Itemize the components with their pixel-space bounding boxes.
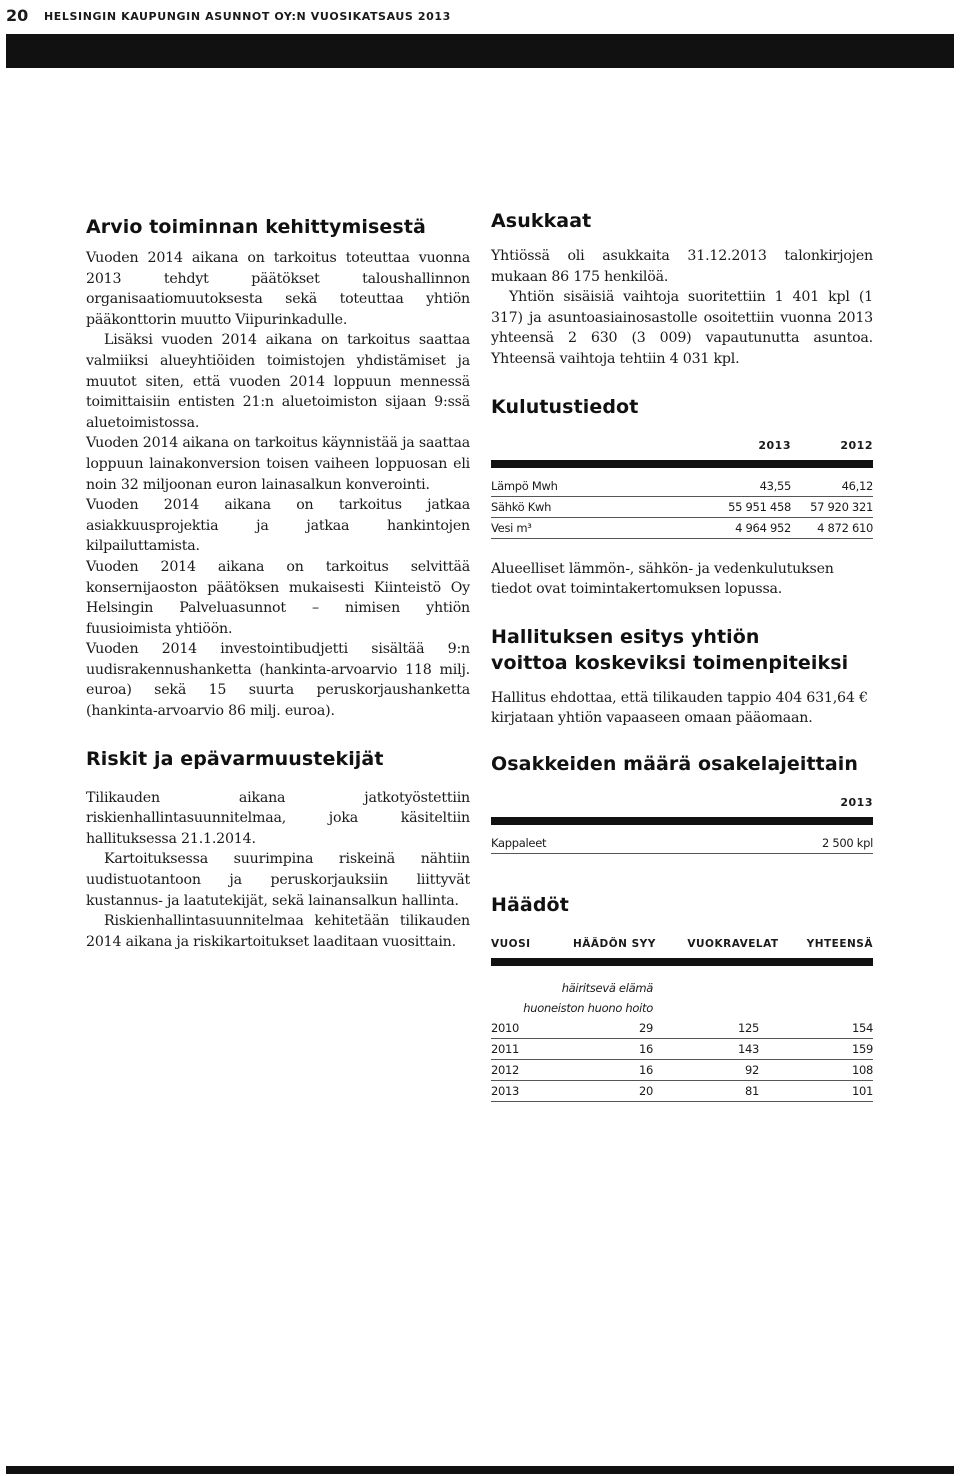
cell: 43,55: [759, 478, 791, 493]
evictions-table: [491, 930, 873, 1102]
table-rule: [491, 958, 873, 966]
cell: 20: [638, 1083, 653, 1098]
cell: 46,12: [841, 478, 873, 493]
cell: 16: [638, 1041, 653, 1056]
subheader-label: huoneiston huono hoito: [523, 1000, 653, 1015]
cell: 101: [851, 1083, 873, 1098]
paragraph: Alueelliset lämmön-, sähkön- ja vedenkulutuksen tiedot ovat toimintakertomuksen lopussa.: [491, 560, 834, 598]
paragraph: Kartoituksessa suurimpina riskeinä nähtiin uudistuotantoon ja peruskorjauksiin liittyvät kustannus- ja laatutekijät, sekä lainansalkun hallinta.: [86, 851, 470, 909]
paragraph: Hallitus ehdottaa, että tilikauden tappio 404 631,64 € kirjataan yhtiön vapaaseen omaan pääomaan.: [491, 689, 868, 727]
cell: 2012: [491, 1062, 520, 1077]
heading-line: voittoa koskeviksi toimenpiteiksi: [491, 651, 849, 674]
row-label: Lämpö Mwh: [491, 478, 558, 493]
paragraph: Vuoden 2014 aikana on tarkoitus selvittää konsernijaoston päätöksen mukaisesti Kiinteistö Oy Helsingin Palveluasunnot – nimisen yhtiön fuusioimista yhtiöön.: [86, 558, 470, 637]
table-header: [491, 930, 873, 950]
paragraph: Vuoden 2014 aikana on tarkoitus toteuttaa vuonna 2013 tehdyt päätökset taloushallinnon organisaatiomuutoksesta sekä toteuttaa yhtiön pääkonttorin muutto Viipurinkadulle.: [86, 250, 470, 328]
row-label: Kappaleet: [491, 835, 547, 850]
cell: 29: [638, 1020, 653, 1035]
column-header: VUOKRAVELAT: [687, 937, 779, 950]
cell: 154: [851, 1020, 873, 1035]
paragraph: Yhtiön sisäisiä vaihtoja suoritettiin 1 401 kpl (1 317) ja asuntoasiainosastolle osoitettiin vuonna 2013 yhteensä 2 630 (3 009) vapautunutta asuntoa. Yhteensä vaihtoja tehtiin 4 031 kpl.: [491, 289, 873, 367]
section-heading-outlook: Arvio toiminnan kehittymisestä: [86, 216, 426, 238]
table-row: [491, 518, 873, 539]
column-header: 2013: [840, 795, 873, 809]
table-rule: [491, 460, 873, 468]
consumption-table: [491, 432, 873, 539]
table-row: [491, 476, 873, 497]
column-header: HÄÄDÖN SYY: [573, 937, 656, 950]
table-row: [491, 497, 873, 518]
row-label: Vesi m³: [491, 520, 532, 535]
cell: 2011: [491, 1041, 520, 1056]
paragraph: Lisäksi vuoden 2014 aikana on tarkoitus saattaa valmiiksi alueyhtiöiden toimistojen yhdistämiset ja muutot siten, että vuoden 2014 loppuun mennessä toimittaisiin entisten 21:n aluetoimiston sijaan 9:ssä aluetoimistossa.: [86, 332, 470, 431]
cell: 2 500 kpl: [821, 835, 873, 850]
header-bar: [6, 34, 954, 68]
cell: 4 872 610: [817, 520, 873, 535]
report-title: HELSINGIN KAUPUNGIN ASUNNOT OY:N VUOSIKATSAUS 2013: [44, 10, 451, 23]
footer-bar: [6, 1466, 954, 1474]
column-header: 2012: [840, 438, 873, 452]
cell: 16: [638, 1062, 653, 1077]
table-row: [491, 833, 873, 854]
shares-table: [491, 789, 873, 854]
cell: 57 920 321: [810, 499, 873, 514]
column-header: 2013: [758, 438, 791, 452]
table-subheader: [491, 998, 873, 1018]
table-row: [491, 1081, 873, 1102]
heading-line: Hallituksen esitys yhtiön: [491, 625, 760, 648]
paragraph: Vuoden 2014 aikana on tarkoitus jatkaa asiakkuusprojektia ja jatkaa hankintojen kilpailuttamista.: [86, 497, 470, 555]
table-row: [491, 1039, 873, 1060]
paragraph: Yhtiössä oli asukkaita 31.12.2013 talonkirjojen mukaan 86 175 henkilöä.: [491, 248, 873, 285]
section-heading-consumption: Kulutustiedot: [491, 395, 639, 418]
column-header: YHTEENSÄ: [806, 937, 873, 950]
cell: 4 964 952: [735, 520, 791, 535]
cell: 2013: [491, 1083, 520, 1098]
cell: 2010: [491, 1020, 520, 1035]
paragraph: Vuoden 2014 investointibudjetti sisältää 9:n uudisrakennushanketta (hankinta-arvoarvio 118 milj. euroa) sekä 15 suurta peruskorjaushanketta (hankinta-arvoarvio 86 milj. euroa).: [86, 641, 470, 720]
cell: 92: [744, 1062, 759, 1077]
paragraph: Tilikauden aikana jatkotyöstettiin riskienhallintasuunnitelmaa, joka käsiteltiin hallituksessa 21.1.2014.: [86, 789, 470, 847]
section-heading-shares: Osakkeiden määrä osakelajeittain: [491, 752, 858, 775]
page-number: 20: [6, 6, 29, 25]
cell: 108: [851, 1062, 873, 1077]
right-column: [491, 210, 873, 1102]
section-heading-board-proposal: [491, 624, 873, 676]
cell: 159: [851, 1041, 873, 1056]
section-heading-risks: Riskit ja epävarmuustekijät: [86, 747, 384, 770]
cell: 143: [737, 1041, 759, 1056]
paragraph: Vuoden 2014 aikana on tarkoitus käynnistää ja saattaa loppuun lainakonversion toisen vaiheen loppuosan eli noin 32 miljoonan euron lainasalkun konverointi.: [86, 435, 470, 493]
cell: 125: [737, 1020, 759, 1035]
table-subheader: [491, 978, 873, 998]
section-heading-residents: Asukkaat: [491, 210, 592, 232]
table-header: [491, 432, 873, 452]
cell: 55 951 458: [728, 499, 791, 514]
table-header: [491, 789, 873, 809]
subheader-label: häiritsevä elämä: [561, 980, 653, 995]
table-rule: [491, 817, 873, 825]
section-heading-evictions: Häädöt: [491, 893, 569, 916]
column-header: VUOSI: [491, 937, 531, 950]
cell: 81: [744, 1083, 759, 1098]
left-column: [86, 212, 470, 952]
table-row: [491, 1018, 873, 1039]
table-row: [491, 1060, 873, 1081]
paragraph: Riskienhallintasuunnitelmaa kehitetään tilikauden 2014 aikana ja riskikartoitukset laaditaan vuosittain.: [86, 913, 470, 950]
row-label: Sähkö Kwh: [491, 499, 552, 514]
